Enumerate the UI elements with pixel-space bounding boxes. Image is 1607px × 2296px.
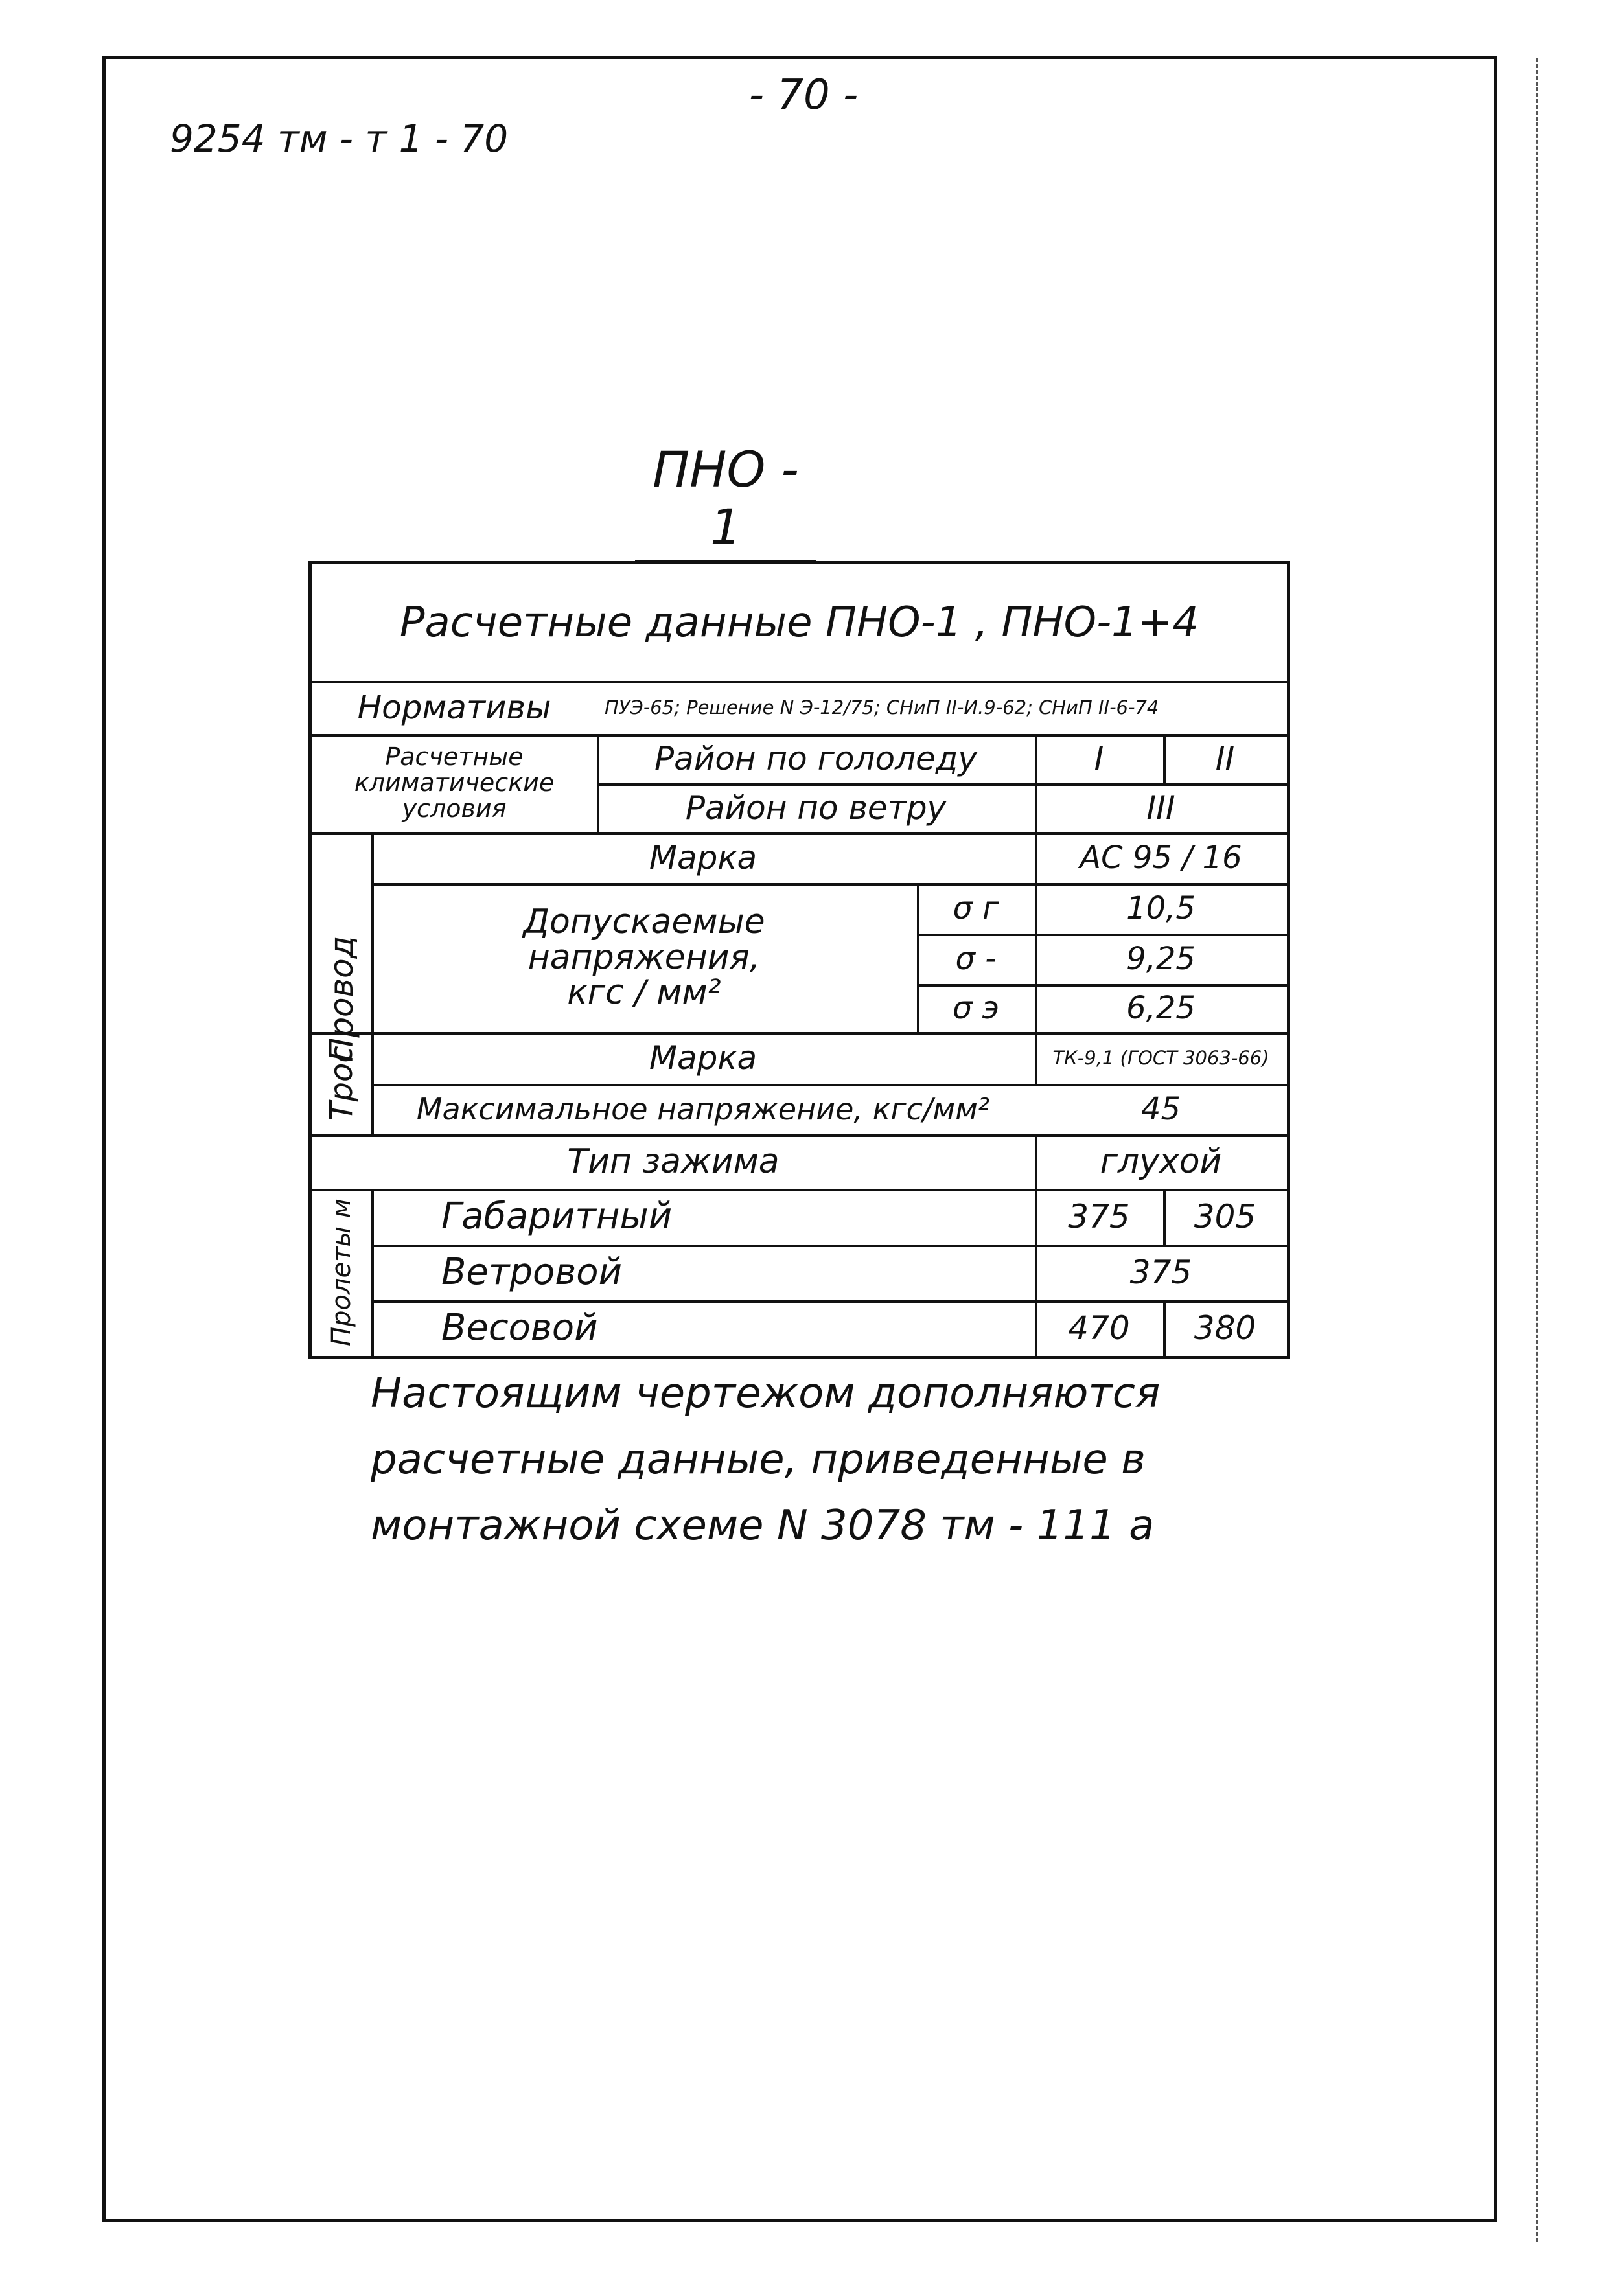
sheet-edge-rule <box>1536 58 1538 2242</box>
span-row-label: Весовой <box>441 1307 598 1349</box>
wire-brand-value: АС 95 / 16 <box>1080 840 1242 876</box>
note-line: монтажной схеме N 3078 тм - 111 а <box>371 1502 1155 1550</box>
page-number: - 70 - <box>748 71 859 119</box>
calculation-data-table <box>308 561 1290 1359</box>
span-row-value: 470 <box>1068 1309 1130 1347</box>
frame-border-top <box>102 56 1497 59</box>
stress-symbol: σ - <box>955 941 997 977</box>
wind-region-value: III <box>1146 789 1175 827</box>
span-row-value: 305 <box>1194 1198 1256 1235</box>
frame-border-right <box>1494 56 1497 2222</box>
frame-border-left <box>102 56 106 2222</box>
ice-region-value-2: II <box>1215 740 1235 777</box>
span-row-label: Ветровой <box>441 1251 622 1293</box>
frame-border-bottom <box>102 2219 1497 2222</box>
allowable-stress-label <box>371 883 917 1032</box>
cable-max-stress-label: Максимальное напряжение, кгс/мм² <box>416 1092 990 1127</box>
ice-region-label: Район по гололеду <box>654 740 977 777</box>
sheet-title: ПНО - 1 <box>635 441 816 564</box>
clamp-type-value: глухой <box>1100 1142 1222 1181</box>
allowable-stress-label-line: напряжения, <box>527 937 761 977</box>
wind-region-label: Район по ветру <box>685 789 947 827</box>
stress-symbol: σ э <box>952 990 1000 1026</box>
stress-value: 6,25 <box>1126 990 1196 1026</box>
ice-region-value-1: I <box>1094 740 1104 777</box>
clamp-type-label: Тип зажима <box>567 1142 780 1181</box>
normatives-value: ПУЭ-65; Решение N Э-12/75; СНиП II-И.9-62; СНиП II-6-74 <box>605 696 1159 718</box>
stress-value: 10,5 <box>1126 890 1196 926</box>
allowable-stress-label-line: кгс / мм² <box>567 973 721 1013</box>
note-line: Настоящим чертежом дополняются <box>371 1370 1161 1418</box>
document-code: 9254 тм - т 1 - 70 <box>170 117 509 161</box>
note-line: расчетные данные, приведенные в <box>371 1436 1146 1484</box>
climate-conditions-label: Расчетные климатические условия <box>354 742 555 823</box>
stress-value: 9,25 <box>1126 941 1196 977</box>
span-row-value: 380 <box>1194 1309 1256 1347</box>
cable-group-label: Трос <box>323 1046 360 1121</box>
normatives-label: Нормативы <box>357 689 551 726</box>
stress-symbol: σ г <box>953 890 999 926</box>
wire-group-label: Провод <box>323 936 360 1062</box>
spans-group-label: Пролеты м <box>327 1199 356 1346</box>
table-rule <box>371 1189 374 1356</box>
cable-brand-value: ТК-9,1 (ГОСТ 3063-66) <box>1052 1046 1269 1069</box>
cable-max-stress-value: 45 <box>1140 1091 1181 1127</box>
cable-brand-label: Марка <box>649 1039 757 1077</box>
span-row-value: 375 <box>1129 1254 1192 1291</box>
span-row-label: Габаритный <box>441 1195 673 1237</box>
allowable-stress-label-line: Допускаемые <box>523 902 765 942</box>
table-title: Расчетные данные ПНО-1 , ПНО-1+4 <box>399 599 1199 647</box>
supplementary-note <box>371 1360 1310 1559</box>
wire-brand-label: Марка <box>649 839 757 877</box>
span-row-value: 375 <box>1068 1198 1130 1235</box>
